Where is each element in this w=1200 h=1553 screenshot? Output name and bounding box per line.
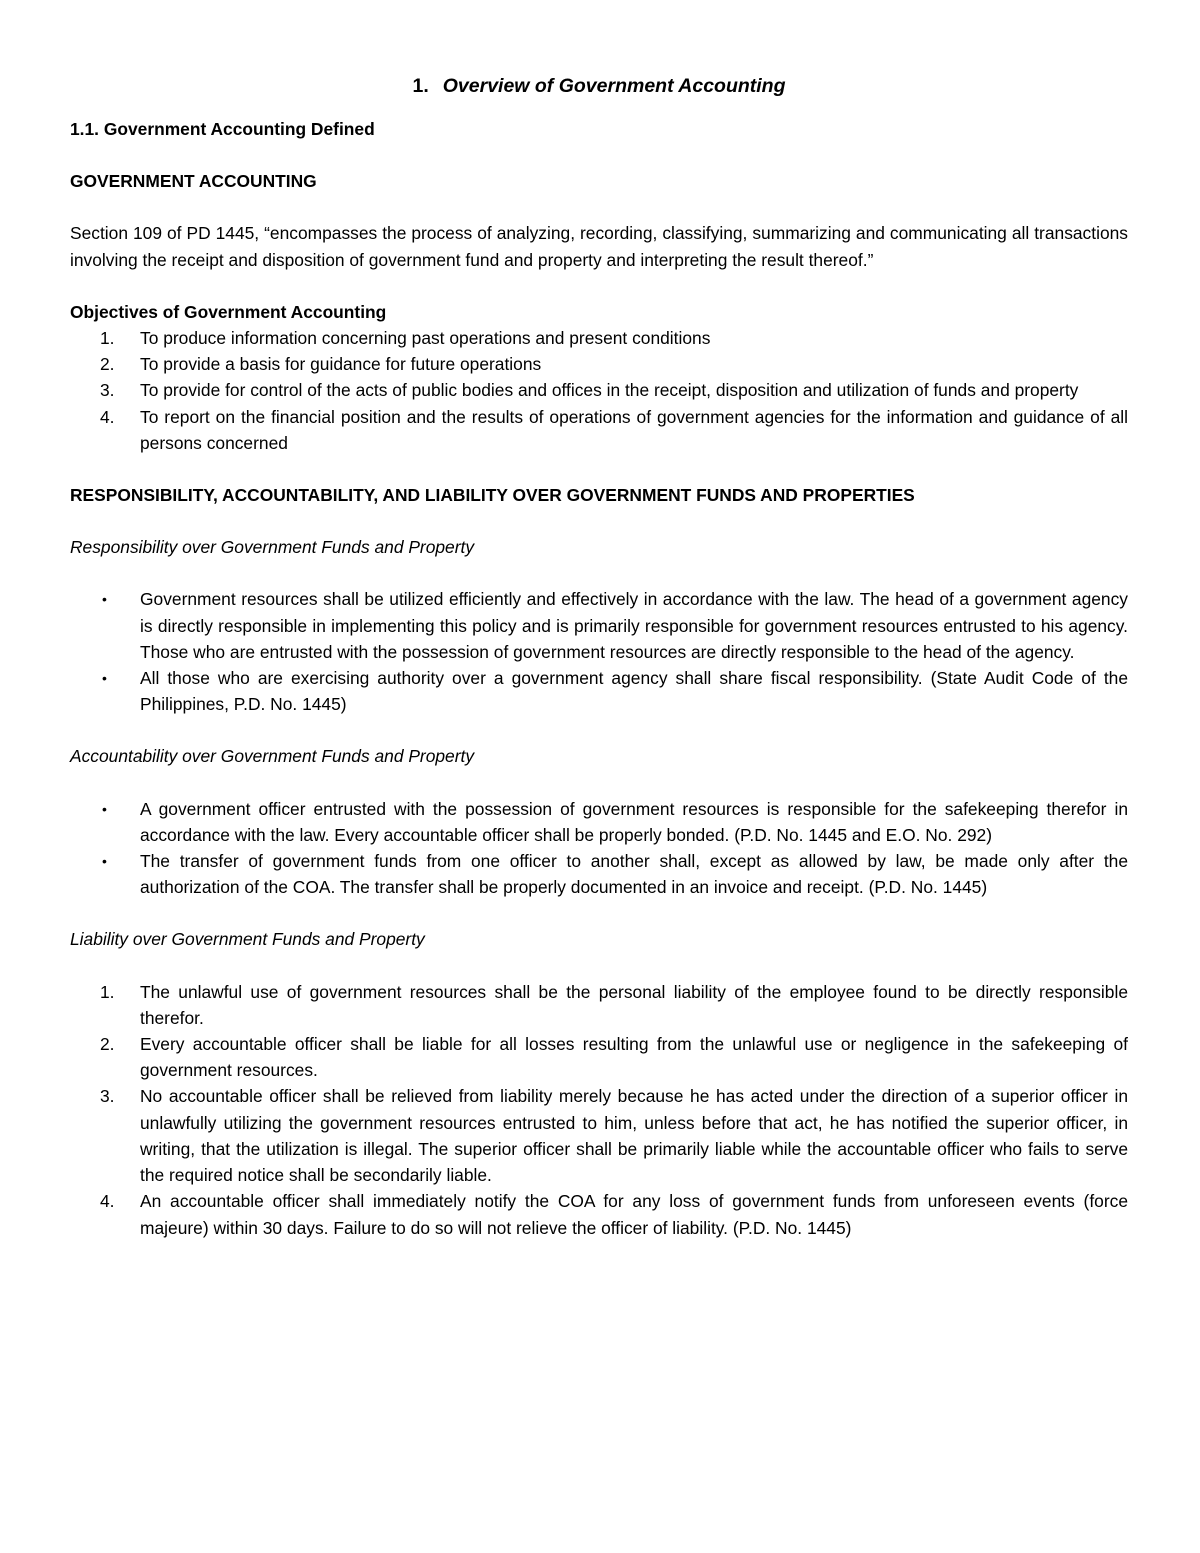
list-item-text: All those who are exercising authority over a government agency shall share fiscal responsibility. (State Audit Code of the Philippines, P.D. No. 1445)	[140, 668, 1128, 715]
list-item-text: The unlawful use of government resources shall be the personal liability of the employee found to be directly responsible therefor.	[140, 981, 1128, 1028]
list-item	[70, 1031, 1128, 1083]
bullet-icon: •	[102, 800, 107, 817]
list-item-text: To provide for control of the acts of public bodies and offices in the receipt, disposition and utilization of funds and property	[140, 380, 1079, 401]
list-number: 1.	[100, 981, 115, 1002]
definition-paragraph: Section 109 of PD 1445, “encompasses the process of analyzing, recording, classifying, summarizing and communicating all transactions involving the receipt and disposition of government fund and property and interpreting the result thereof.”	[70, 223, 1128, 270]
list-item	[70, 1083, 1128, 1188]
list-number: 4.	[100, 406, 115, 427]
list-item	[70, 404, 1128, 456]
list-item-text: No accountable officer shall be relieved from liability merely because he has acted under the direction of a superior officer in unlawfully utilizing the government resources entrusted to him, unless before that act, he has notified the superior officer, in writing, that the utilization is illegal. The superior officer shall be primarily liable while the accountable officer who fails to serve the required notice shall be secondarily liable.	[140, 1086, 1128, 1186]
liability-list	[70, 979, 1128, 1241]
liability-heading: Liability over Government Funds and Property	[70, 929, 425, 950]
ral-heading: RESPONSIBILITY, ACCOUNTABILITY, AND LIABILITY OVER GOVERNMENT FUNDS AND PROPERTIES	[70, 485, 915, 506]
accountability-heading: Accountability over Government Funds and Property	[70, 746, 475, 767]
list-item-text: The transfer of government funds from one officer to another shall, except as allowed by law, be made only after the authorization of the COA. The transfer shall be properly documented in an invoice and receipt. (P.D. No. 1445)	[140, 851, 1128, 898]
list-item	[70, 665, 1128, 717]
title-number: 1.	[412, 75, 429, 97]
list-item	[70, 351, 1128, 377]
list-item-text: To provide a basis for guidance for future operations	[140, 354, 542, 375]
list-item	[70, 979, 1128, 1031]
title-text: Overview of Government Accounting	[442, 75, 786, 97]
list-item-text: A government officer entrusted with the possession of government resources is responsible for the safekeeping therefor in accordance with the law. Every accountable officer shall be properly bonded. (P.D. No. 1445 and E.O. No. 292)	[140, 798, 1128, 845]
objectives-list	[70, 325, 1128, 456]
page-title	[70, 72, 1128, 100]
list-item-text: To produce information concerning past operations and present conditions	[140, 328, 711, 349]
list-item	[70, 848, 1128, 900]
list-item	[70, 1188, 1128, 1240]
bullet-icon: •	[102, 853, 107, 870]
list-number: 2.	[100, 354, 115, 375]
list-item	[70, 377, 1128, 403]
bullet-icon: •	[102, 591, 107, 608]
document-page	[70, 72, 1128, 1241]
list-number: 2.	[100, 1034, 115, 1055]
list-item	[70, 325, 1128, 351]
list-item-text: An accountable officer shall immediately notify the COA for any loss of government funds from unforeseen events (force majeure) within 30 days. Failure to do so will not relieve the officer of liability. (P.D. No. 1445)	[140, 1191, 1128, 1238]
list-item	[70, 796, 1128, 848]
list-item	[70, 586, 1128, 665]
list-number: 4.	[100, 1191, 115, 1212]
list-number: 3.	[100, 1086, 115, 1107]
list-number: 3.	[100, 380, 115, 401]
responsibility-heading: Responsibility over Government Funds and Property	[70, 537, 475, 558]
bullet-icon: •	[102, 670, 107, 687]
accountability-list	[70, 796, 1128, 901]
list-item-text: To report on the financial position and the results of operations of government agencies for the information and guidance of all persons concerned	[140, 406, 1128, 453]
government-accounting-heading: GOVERNMENT ACCOUNTING	[70, 171, 317, 192]
objectives-heading: Objectives of Government Accounting	[70, 301, 387, 322]
section-heading-1-1: 1.1. Government Accounting Defined	[70, 119, 375, 139]
responsibility-list	[70, 586, 1128, 717]
list-number: 1.	[100, 328, 115, 349]
list-item-text: Every accountable officer shall be liable for all losses resulting from the unlawful use or negligence in the safekeeping of government resources.	[140, 1034, 1128, 1081]
list-item-text: Government resources shall be utilized efficiently and effectively in accordance with the law. The head of a government agency is directly responsible in implementing this policy and is primarily responsible for government resources entrusted to his agency. Those who are entrusted with the possession of government resources are directly responsible to the head of the agency.	[140, 589, 1128, 662]
